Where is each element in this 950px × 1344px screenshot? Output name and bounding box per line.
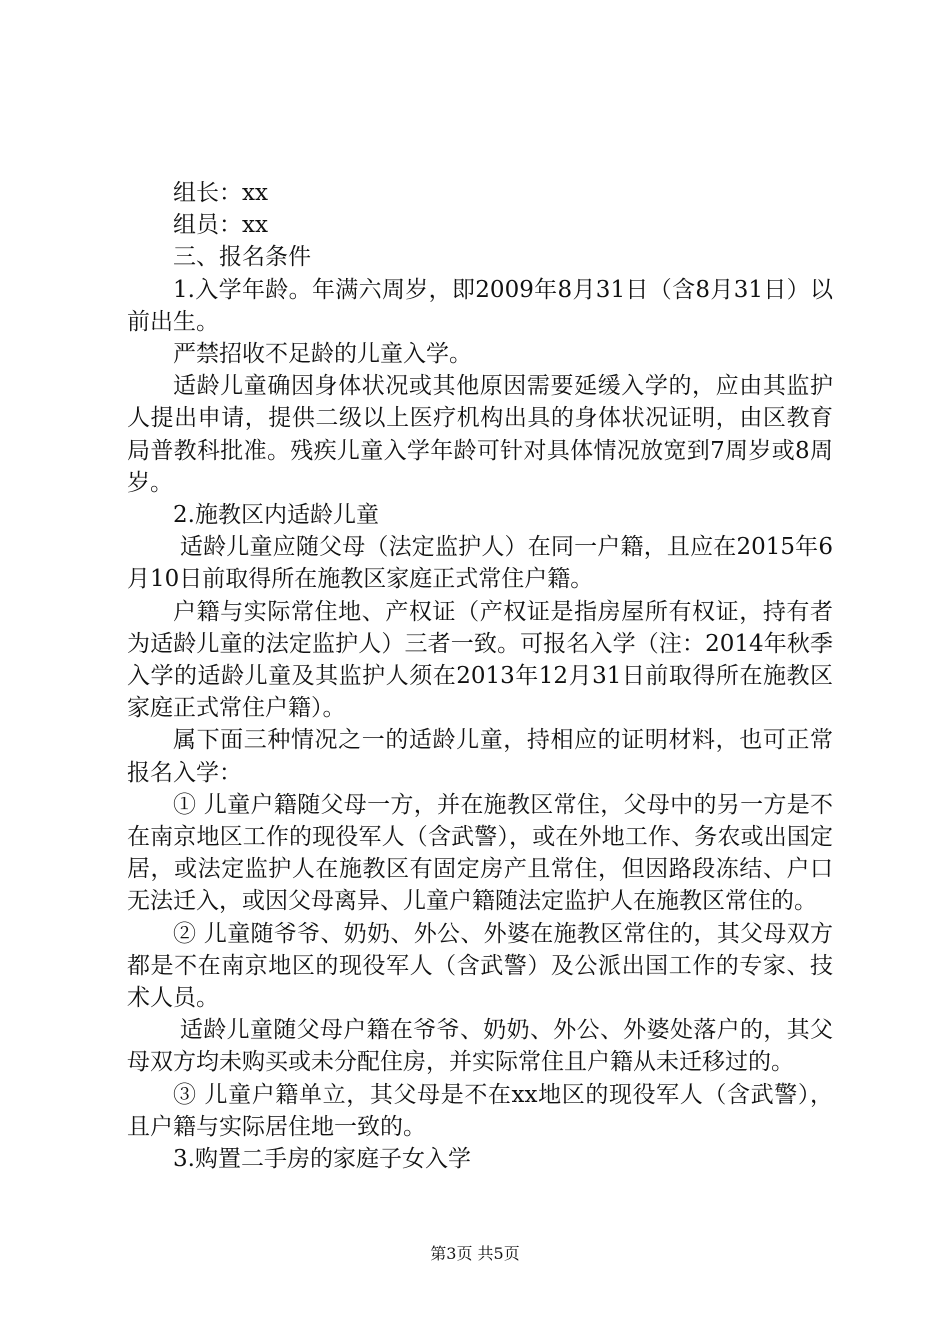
list-item-case-2: ② 儿童随爷爷、奶奶、外公、外婆在施教区常住的，其父母双方都是不在南京地区的现役军人（含武警）及公派出国工作的专家、技术人员。 [127,920,833,1012]
document-body [127,177,833,1175]
paragraph-property-consistency: 户籍与实际常住地、产权证（产权证是指房屋所有权证，持有者为适龄儿童的法定监护人）三者一致。可报名入学（注：2014年秋季入学的适龄儿童及其监护人须在2013年12月31日前取得所在施教区家庭正式常住户籍）。 [127,598,833,722]
paragraph-age-requirement: 1.入学年龄。年满六周岁，即2009年8月31日（含8月31日）以前出生。 [127,276,833,335]
subheading-second-hand-housing: 3.购置二手房的家庭子女入学 [173,1146,471,1173]
paragraph-leader: 组长：xx [173,180,268,206]
list-item-case-3: ③ 儿童户籍单立，其父母是不在xx地区的现役军人（含武警），且户籍与实际居住地一致的。 [127,1081,833,1140]
list-item-case-1: ① 儿童户籍随父母一方，并在施教区常住，父母中的另一方是不在南京地区工作的现役军人（含武警），或在外地工作、务农或出国定居，或法定监护人在施教区有固定房产且常住，但因路段冻结、户口无法迁入，或因父母离异、儿童户籍随法定监护人在施教区常住的。 [127,791,833,915]
page-number-label: 第3页 共5页 [430,1244,520,1263]
paragraph-special-cases-intro: 属下面三种情况之一的适龄儿童，持相应的证明材料，也可正常报名入学： [127,727,833,786]
paragraph-deferral: 适龄儿童确因身体状况或其他原因需要延缓入学的，应由其监护人提出申请，提供二级以上医疗机构出具的身体状况证明，由区教育局普教科批准。残疾儿童入学年龄可针对具体情况放宽到7周岁或8周岁。 [127,373,833,496]
paragraph-underage-ban: 严禁招收不足龄的儿童入学。 [173,341,472,368]
paragraph-household-registration: 适龄儿童应随父母（法定监护人）在同一户籍，且应在2015年6月10日前取得所在施教区家庭正式常住户籍。 [127,534,833,593]
paragraph-grandparents-household: 适龄儿童随父母户籍在爷爷、奶奶、外公、外婆处落户的，其父母双方均未购买或未分配住房，并实际常住且户籍从未迁移过的。 [127,1017,833,1076]
page-footer [0,1244,950,1264]
section-heading-registration: 三、报名条件 [173,244,311,271]
paragraph-members: 组员：xx [173,212,268,239]
subheading-district-children: 2.施教区内适龄儿童 [173,502,379,529]
